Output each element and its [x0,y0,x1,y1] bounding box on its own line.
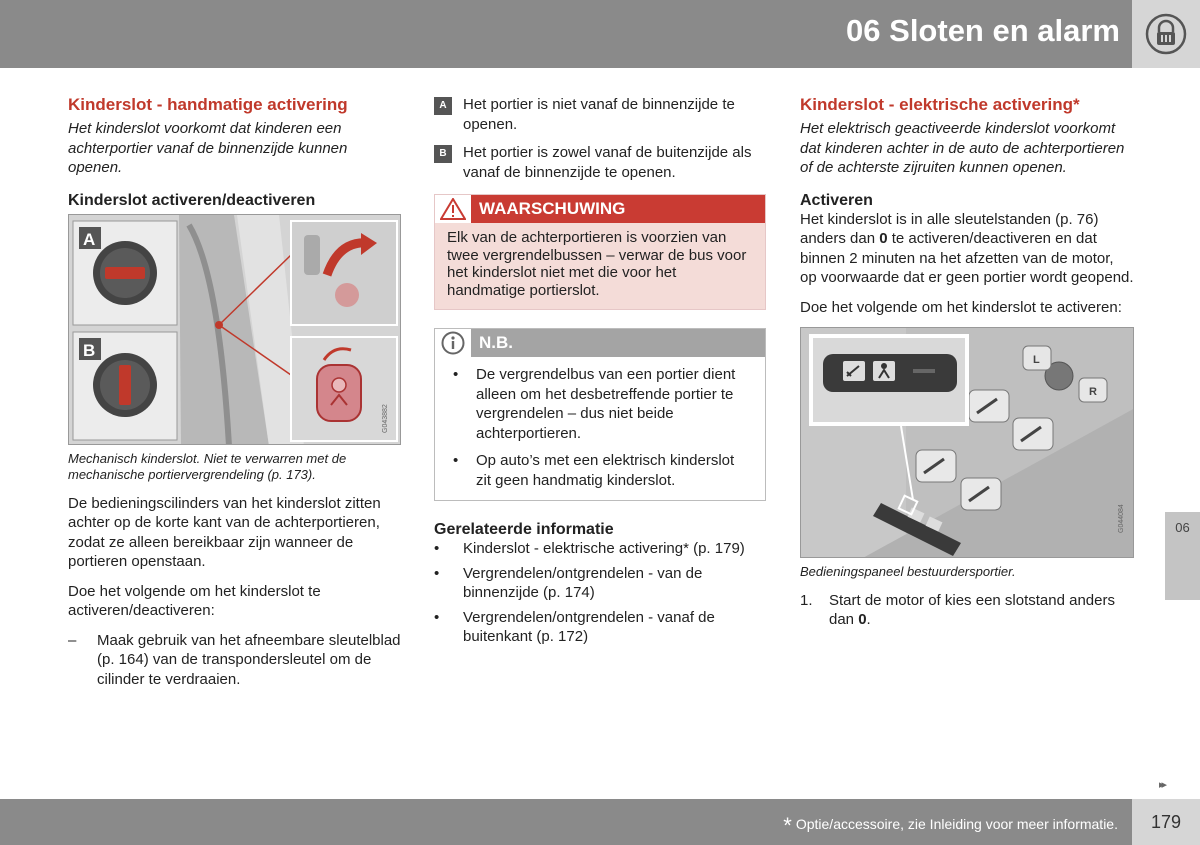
note-bullet [435,365,765,443]
warning-triangle-icon [435,195,471,223]
mirror-left-label: L [1033,354,1040,366]
section-heading: Kinderslot - elektrische activering* [800,95,1080,114]
manual-childlock-figure [68,214,401,445]
related-link-text[interactable]: Vergrendelen/ontgrendelen - vanaf de buitenkant (p. 172) [463,608,715,645]
list-item [434,143,766,182]
paragraph: De bedieningscilinders van het kinderslot zitten achter op de korte kant van de achterportieren, zodat ze alleen bereikbaar zijn wanneer de portieren openstaan. [68,494,381,570]
figure-label-b: B [83,340,96,360]
page-header [0,0,1200,68]
dash-marker: – [68,631,77,649]
note-box [434,328,766,501]
list-item-text: Het portier is niet vanaf de binnenzijde te openen. [463,96,735,133]
subheading: Activeren [800,191,873,209]
related-link[interactable] [434,564,766,603]
note-bullet-text: Op auto’s met een elektrisch kinderslot zit geen handmatig kinderslot. [476,452,735,489]
bold-value: 0 [879,230,888,247]
text-run: . [866,611,871,628]
list-item-text: Het portier is zowel vanaf de buitenzijde als vanaf de binnenzijde te openen. [463,144,752,181]
badge-a: A [434,97,452,115]
badge-b: B [434,145,452,163]
paragraph: Doe het volgende om het kinderslot te activeren/deactiveren: [68,582,321,619]
footnote-text: Optie/accessoire, zie Inleiding voor meer informatie. [795,816,1118,832]
figure-code: G043882 [382,403,389,433]
bold-value: 0 [858,611,867,628]
related-link[interactable] [434,608,766,647]
chapter-tab[interactable]: 06 [1165,512,1200,600]
bullet-dot: • [434,540,440,557]
warning-header [435,195,765,223]
column-electric-childlock [800,95,1134,630]
bullet-dot: • [434,564,440,582]
warning-text: Elk van de achterportieren is voorzien van twee vergrendelbussen – verwar de bus voor het kinderslot niet met die voor het handmatige portierslot. [435,223,765,309]
bullet-dot: • [434,608,440,626]
mirror-right-label: R [1089,386,1097,398]
subheading: Kinderslot activeren/deactiveren [68,191,316,209]
figure-caption: Bedieningspaneel bestuurdersportier. [800,564,1016,579]
note-bullet [435,451,765,490]
note-title: N.B. [479,333,513,352]
section-intro: Het elektrisch geactiveerde kinderslot voorkomt dat kinderen achter in de auto de achterportieren of de achterste zijruiten kunnen openen. [800,120,1125,176]
section-intro: Het kinderslot voorkomt dat kinderen een achterportier vanaf de binnenzijde kunnen openen. [68,120,348,176]
related-link[interactable] [434,539,766,559]
figure-code: G044084 [1118,504,1125,533]
section-heading: Kinderslot - handmatige activering [68,95,348,114]
step-number: 1. [800,591,813,609]
list-item [68,631,401,690]
page-number: 179 [1132,799,1200,845]
note-header [435,329,765,357]
page-footer [0,799,1200,845]
list-item-text [829,591,1134,630]
paragraph: Doe het volgende om het kinderslot te activeren: [800,298,1122,316]
continue-arrow-icon: ▸▸ [1159,779,1165,791]
asterisk: * [783,813,792,838]
info-icon [435,329,471,357]
text-run: Het kinderslot is in alle sleutelstanden (p. 76) anders dan [800,210,1099,247]
text-run: te activeren/deactiveren en dat binnen 2 minuten na het afzetten van de motor, op voorwaarde dat er geen portier wordt geopend. [800,230,1134,286]
text-run: Start de motor of kies een slotstand anders dan [829,591,1115,628]
footnote [783,813,1118,839]
related-link-text[interactable]: Kinderslot - elektrische activering* (p. 179) [463,540,745,557]
note-bullet-text: De vergrendelbus van een portier dient alleen om het desbetreffende portier te vergrendelen – dus niet beide achterportieren. [476,366,736,442]
bullet-dot: • [453,452,459,469]
column-explanations [434,95,766,652]
door-panel-figure [800,327,1134,558]
list-item-text: Maak gebruik van het afneembare sleutelblad (p. 164) van de transpondersleutel om de cilinder te verdraaien. [97,631,401,688]
bullet-dot: • [453,366,459,383]
warning-box [434,194,766,310]
list-item [800,591,1134,630]
list-item [434,95,766,134]
column-manual-childlock [68,95,401,689]
figure-caption: Mechanisch kinderslot. Niet te verwarren met de mechanische portiervergrendeling (p. 173). [68,450,347,482]
figure-label-a: A [83,229,96,249]
chapter-title: 06 Sloten en alarm [846,13,1120,48]
padlock-icon [1132,0,1200,68]
paragraph [800,210,1134,288]
warning-title: WAARSCHUWING [479,199,626,218]
related-heading: Gerelateerde informatie [434,521,614,538]
related-link-text[interactable]: Vergrendelen/ontgrendelen - van de binnenzijde (p. 174) [463,564,703,601]
